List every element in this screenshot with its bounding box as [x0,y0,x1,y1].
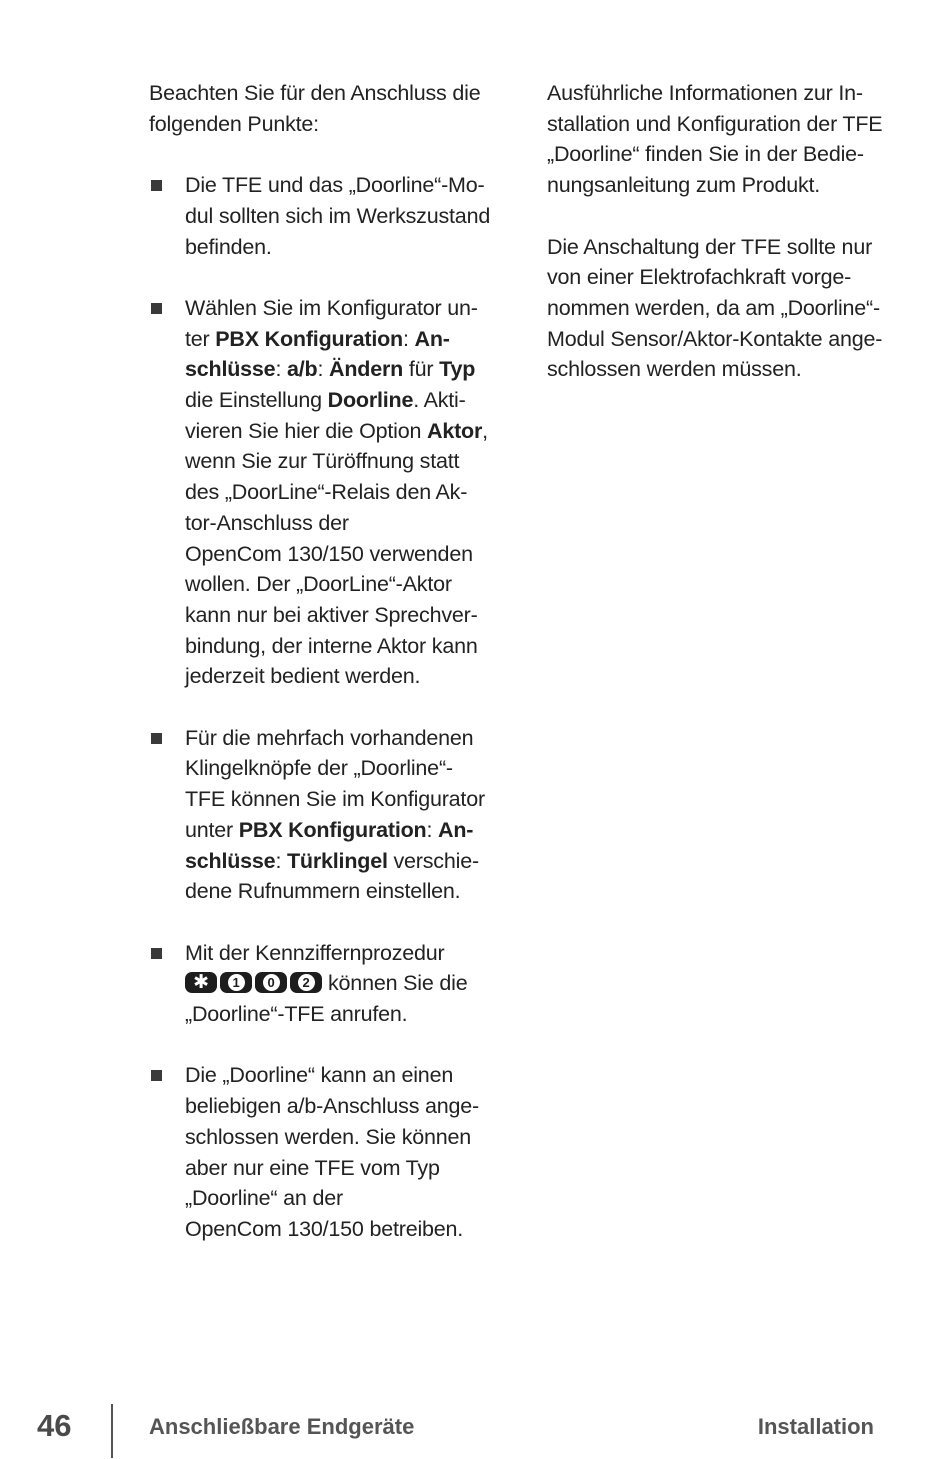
page-number: 46 [37,1408,72,1443]
info-paragraph: Ausführliche Informationen zur In- stallation und Konfiguration der TFE „Doorline“ finden Sie in der Bedie- nungsanleitung zum Produkt. [547,81,883,198]
key-1-icon: 1 [220,972,252,993]
right-column [547,78,887,416]
menu-path-pbx-konfiguration: PBX Konfiguration [215,326,403,351]
intro-paragraph: Beachten Sie für den Anschluss die folgenden Punkte: [149,81,481,136]
key-sequence [185,972,322,993]
footer-section-title: Anschließbare Endgeräte [149,1414,415,1439]
bullet-item-configurator-doorline: Wählen Sie im Konfigurator un- ter PBX Konfiguration: An- schlüsse: a/b: Ändern für Typ die Einstellung Doorline. Akti- vieren Sie hier die Option Aktor, wenn Sie zur Türöffnung statt des „DoorLine“-Relais den Ak- tor-Anschluss der OpenCom 130/150 verwenden wollen. Der „DoorLine“-Aktor kann nur bei aktiver Sprechver- bindung, der interne Aktor kann jederzeit bedient werden. [149,293,484,692]
bullet-square-icon [151,1070,162,1081]
star-key-icon: ✱ [185,972,217,993]
footer-chapter-title: Installation [757,1414,874,1439]
bullet-item-doorbell-numbers: Für die mehrfach vorhandenen Klingelknöpfe der „Doorline“- TFE können Sie im Konfigurator unter PBX Konfiguration: An- schlüsse: Türklingel verschie- dene Rufnummern einstellen. [149,723,484,907]
key-2-icon: 2 [290,972,322,993]
bullet-square-icon [151,180,162,191]
key-0-icon: 0 [255,972,287,993]
electrician-paragraph: Die Anschaltung der TFE sollte nur von einer Elektrofachkraft vorge- nommen werden, da am „Doorline“- Modul Sensor/Aktor-Kontakte ange- schlossen werden müssen. [547,234,883,382]
bullet-item-factory-state: Die TFE und das „Doorline“-Mo- dul sollten sich im Werkszustand befinden. [149,170,484,262]
bullet-square-icon [151,733,162,744]
footer-divider [111,1404,113,1458]
bullet-square-icon [151,948,162,959]
bullet-square-icon [151,303,162,314]
bullet-item-code-procedure: Mit der Kennziffernprozedur ✱ 1 0 2 können Sie die „Doorline“-TFE anrufen. [149,938,484,1030]
left-column [149,78,491,1275]
bullet-item-ab-connection: Die „Doorline“ kann an einen beliebigen a/b-Anschluss ange- schlossen werden. Sie können aber nur eine TFE vom Typ „Doorline“ an der OpenCom 130/150 betreiben. [149,1060,484,1244]
